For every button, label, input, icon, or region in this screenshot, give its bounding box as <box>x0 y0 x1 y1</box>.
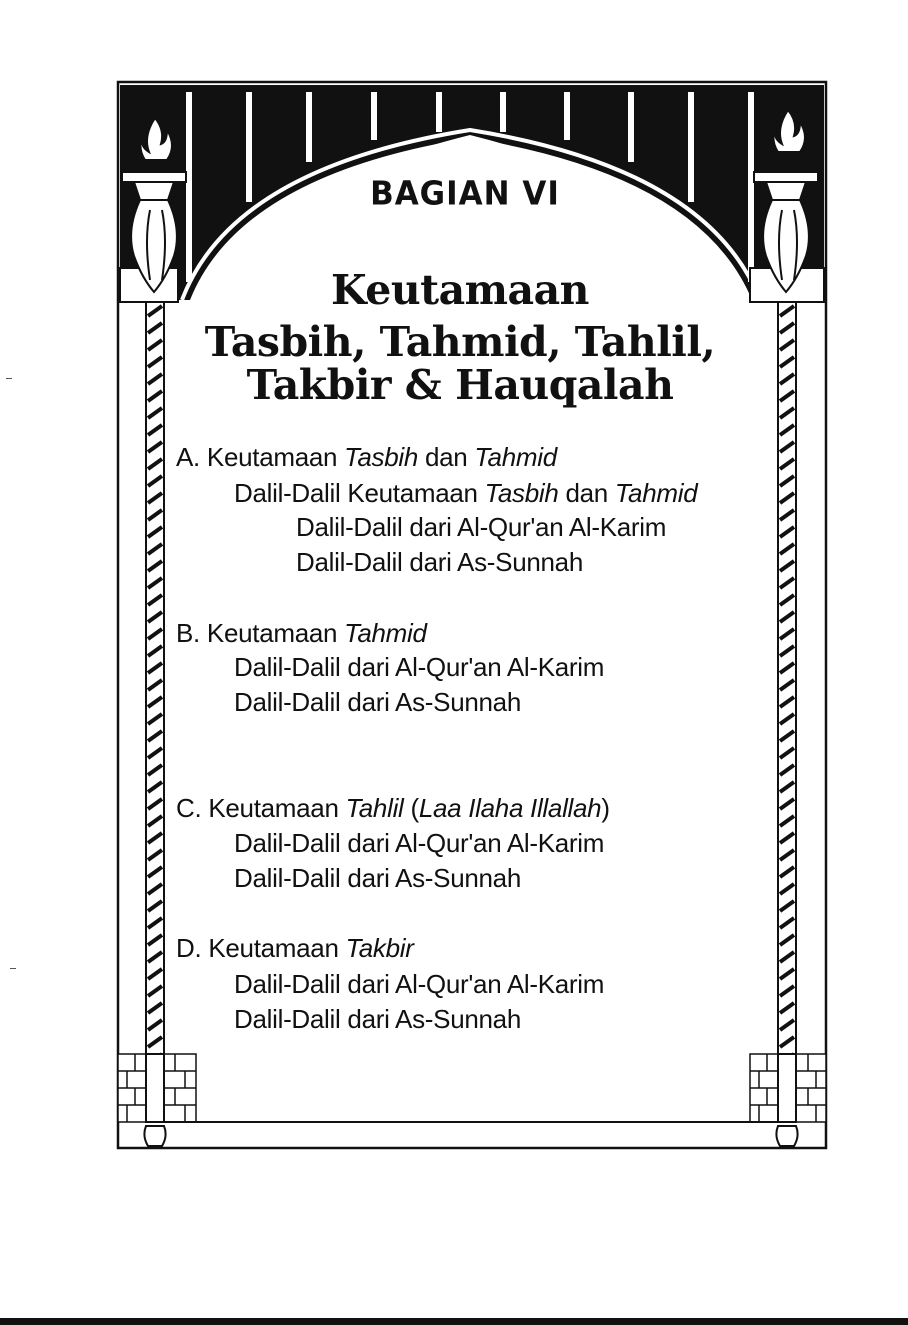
subheading-a <box>234 478 697 509</box>
section-letter: C. <box>176 793 202 823</box>
chapter-title-line-3: Takbir & Hauqalah <box>246 361 674 409</box>
heading-paren-term: Laa Ilaha Illallah <box>418 793 602 823</box>
list-item: Dalil-Dalil dari Al-Qur'an Al-Karim <box>234 828 605 858</box>
page-bottom-edge <box>0 1318 908 1325</box>
scan-mark-left-upper <box>6 378 12 379</box>
subheading-term: Tasbih <box>484 478 559 508</box>
heading-prefix: Keutamaan <box>206 442 338 472</box>
list-item: Dalil-Dalil dari As-Sunnah <box>234 1004 521 1034</box>
list-item: Dalil-Dalil dari As-Sunnah <box>234 863 521 893</box>
heading-prefix: Keutamaan <box>208 933 339 963</box>
section-heading-c: C. Keutamaan Tahlil (Laa Ilaha Illallah) <box>176 793 610 823</box>
subheading-connector: dan <box>565 478 608 508</box>
subheading-prefix: Dalil-Dalil Keutamaan <box>234 478 478 508</box>
heading-prefix: Keutamaan <box>206 618 338 648</box>
section-letter: A. <box>176 442 200 472</box>
list-item: Dalil-Dalil dari Al-Qur'an Al-Karim <box>234 652 605 682</box>
list-item: Dalil-Dalil dari Al-Qur'an Al-Karim <box>296 512 667 542</box>
section-heading-d <box>176 933 414 964</box>
heading-term: Takbir <box>345 933 414 963</box>
scan-mark-left-lower <box>10 968 16 969</box>
heading-term: Tahmid <box>474 442 557 472</box>
chapter-title-line-1: Keutamaan <box>331 266 589 314</box>
list-item: Dalil-Dalil dari As-Sunnah <box>234 687 521 717</box>
heading-term: Tasbih <box>344 442 418 472</box>
list-item: Dalil-Dalil dari As-Sunnah <box>296 547 583 577</box>
heading-connector: dan <box>424 442 468 472</box>
section-heading-a <box>176 442 557 473</box>
part-label: BAGIAN VI <box>370 175 560 213</box>
chapter-title-line-2: Tasbih, Tahmid, Tahlil, <box>204 318 716 366</box>
section-letter: D. <box>176 933 202 963</box>
section-heading-b <box>176 618 427 649</box>
heading-term: Tahlil <box>345 793 404 823</box>
heading-prefix: Keutamaan <box>208 793 339 823</box>
heading-term: Tahmid <box>344 618 427 648</box>
section-letter: B. <box>176 618 200 648</box>
list-item: Dalil-Dalil dari Al-Qur'an Al-Karim <box>234 969 605 999</box>
subheading-term: Tahmid <box>614 478 698 508</box>
